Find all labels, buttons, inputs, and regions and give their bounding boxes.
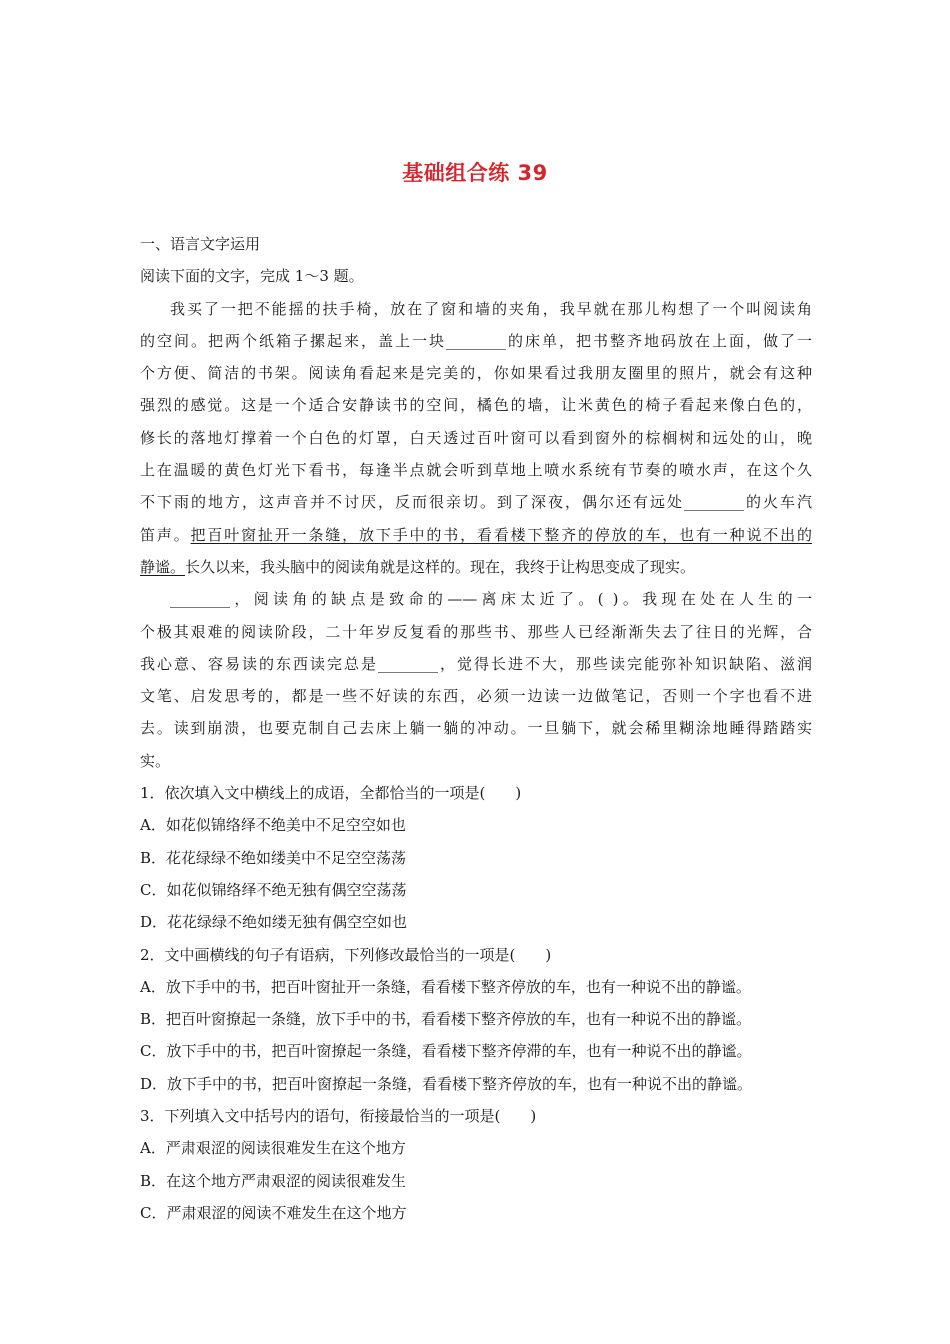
question-stem: 3．下列填入文中括号内的语句，衔接最恰当的一项是( )	[140, 1107, 537, 1126]
passage-line: 实。	[140, 751, 171, 770]
passage-text: 长久以来，我头脑中的阅读角就是这样的。现在，我终于让构思变成了现实。	[185, 557, 696, 576]
passage-line: 上在温暖的黄色灯光下看书，每逢半点就会听到草地上喷水系统有节奏的喷水声，在这个久	[140, 461, 812, 480]
option-b: B．把百叶窗撩起一条缝，放下手中的书，看看楼下整齐停放的车，也有一种说不出的静谧。	[140, 1010, 752, 1029]
passage-line: 个极其艰难的阅读阶段，二十年岁反复看的那些书、那些人已经渐渐失去了往日的光辉，合	[140, 622, 812, 641]
passage-line: 文笔、启发思考的，都是一些不好读的东西，必须一边读一边做笔记，否则一个字也看不进	[140, 687, 812, 706]
question-3	[140, 1100, 812, 1229]
passage-line: 修长的落地灯撑着一个白色的灯罩，白天透过百叶窗可以看到窗外的棕榈树和远处的山，晚	[140, 428, 812, 447]
question-stem: 1．依次填入文中横线上的成语，全都恰当的一项是( )	[140, 784, 522, 803]
passage-line: ________，阅读角的缺点是致命的——离床太近了。( )。我现在处在人生的一	[170, 590, 812, 609]
passage-line: 的空间。把两个纸箱子摞起来，盖上一块________的床单，把书整齐地码放在上面，做了一	[140, 331, 812, 350]
option-b: B．花花绿绿不绝如缕美中不足空空荡荡	[140, 848, 407, 867]
passage-line	[140, 551, 812, 583]
passage-line: 我心意、容易读的东西读完总是________，觉得长进不大，那些读完能弥补知识缺陷、滋润	[140, 654, 812, 673]
instruction: 阅读下面的文字，完成 1～3 题。	[140, 267, 364, 286]
question-stem: 2．文中画横线的句子有语病，下列修改最恰当的一项是( )	[140, 945, 552, 964]
passage-line: 我买了一把不能摇的扶手椅，放在了窗和墙的夹角，我早就在那儿构想了一个叫阅读角	[170, 299, 812, 318]
passage-line: 强烈的感觉。这是一个适合安静读书的空间，橘色的墙，让米黄色的椅子看起来像白色的，	[140, 396, 812, 415]
option-a: A．严肃艰涩的阅读很难发生在这个地方	[140, 1139, 406, 1158]
question-2	[140, 939, 812, 1100]
option-c: C．放下手中的书，把百叶窗撩起一条缝，看看楼下整齐停滞的车，也有一种说不出的静谧。	[140, 1042, 752, 1061]
passage-line: 不下雨的地方，这声音并不讨厌，反而很亲切。到了深夜，偶尔还有远处________的火车汽	[140, 493, 812, 512]
section-heading: 一、语言文字运用	[140, 235, 261, 253]
option-d: D．花花绿绿不绝如缕无独有偶空空如也	[140, 913, 408, 932]
option-a: A．如花似锦络绎不绝美中不足空空如也	[140, 816, 406, 835]
passage-line	[140, 519, 812, 551]
passage-paragraph-1	[140, 293, 812, 584]
question-1	[140, 777, 812, 938]
option-c: C．严肃艰涩的阅读不难发生在这个地方	[140, 1203, 407, 1222]
option-c: C．如花似锦络绎不绝无独有偶空空荡荡	[140, 880, 407, 899]
document-body	[140, 228, 812, 1229]
option-d: D．放下手中的书，把百叶窗撩起一条缝，看看楼下整齐停放的车，也有一种说不出的静谧。	[140, 1074, 753, 1093]
passage-paragraph-2	[140, 583, 812, 777]
passage-line: 个方便、简洁的书架。阅读角看起来是完美的，你如果看过我朋友圈里的照片，就会有这种	[140, 364, 812, 383]
passage-line: 去。读到崩溃，也要克制自己去床上躺一躺的冲动。一旦躺下，就会稀里糊涂地睡得踏踏实	[140, 719, 812, 738]
option-a: A．放下手中的书，把百叶窗扯开一条缝，看看楼下整齐停放的车，也有一种说不出的静谧。	[140, 977, 751, 996]
passage-text: 笛声。	[140, 525, 191, 544]
option-b: B．在这个地方严肃艰涩的阅读很难发生	[140, 1171, 407, 1190]
underlined-sentence-end: 静谧。	[140, 557, 186, 576]
page-title: 基础组合练 39	[402, 161, 548, 185]
underlined-sentence: 把百叶窗扯开一条缝，放下手中的书，看看楼下整齐的停放的车，也有一种说不出的	[190, 525, 812, 544]
